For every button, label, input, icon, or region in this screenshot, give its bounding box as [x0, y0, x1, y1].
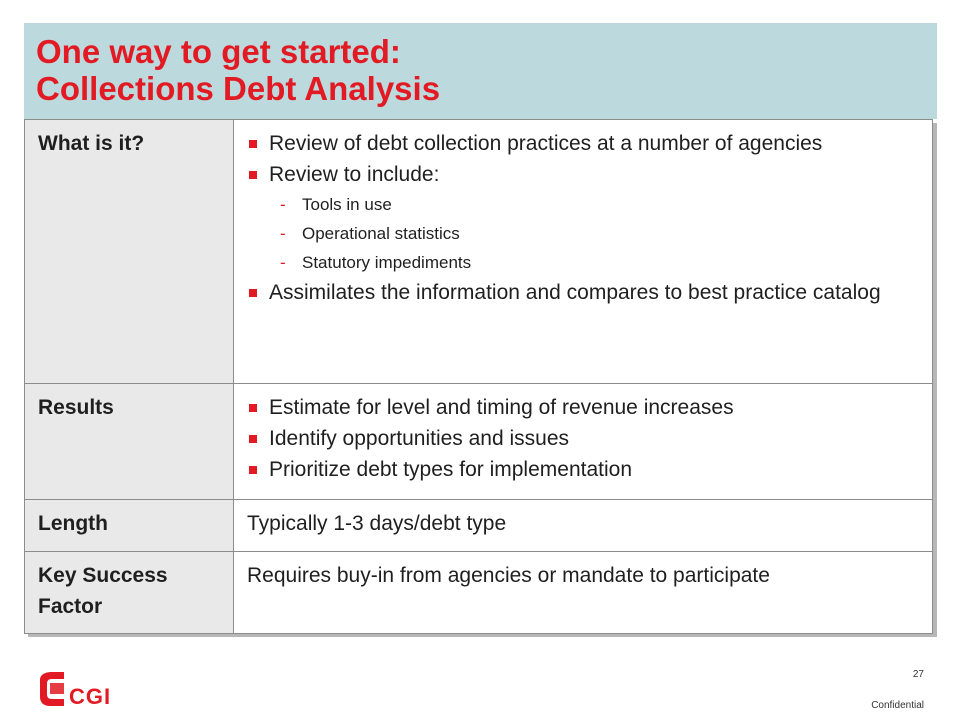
row-label: Key Success Factor: [25, 552, 234, 634]
dash-bullet-icon: -: [280, 224, 286, 243]
row-content: Typically 1-3 days/debt type: [234, 500, 933, 552]
page-number: 27: [912, 669, 924, 680]
square-bullet-icon: [249, 435, 257, 443]
dash-bullet-icon: -: [280, 253, 286, 272]
dash-bullet-icon: -: [280, 195, 286, 214]
logo-text: CGI: [69, 684, 112, 709]
bullet-item: [247, 392, 922, 423]
square-bullet-icon: [249, 289, 257, 297]
row-content: Requires buy-in from agencies or mandate to participate: [234, 552, 933, 634]
bullet-text: Identify opportunities and issues: [269, 427, 570, 450]
slide-title-line-2: Collections Debt Analysis: [36, 70, 441, 107]
square-bullet-icon: [249, 404, 257, 412]
row-label: Results: [25, 384, 234, 500]
row-content: [234, 120, 933, 384]
bullet-text: Estimate for level and timing of revenue increases: [269, 396, 734, 419]
square-bullet-icon: [249, 171, 257, 179]
table-row-what-is-it: [25, 120, 933, 384]
square-bullet-icon: [249, 140, 257, 148]
table-row-results: [25, 384, 933, 500]
bullet-text: Prioritize debt types for implementation: [269, 458, 632, 481]
sub-bullet-item: [247, 190, 922, 219]
info-table: [24, 119, 933, 634]
row-content: [234, 384, 933, 500]
table-row-length: [25, 500, 933, 552]
bullet-item: [247, 277, 922, 308]
sub-bullet-text: Tools in use: [302, 195, 392, 214]
bullet-text: Review of debt collection practices at a number of agencies: [269, 132, 823, 155]
table-row-key-success-factor: [25, 552, 933, 634]
bullet-text: Assimilates the information and compares to best practice catalog: [269, 281, 881, 304]
sub-bullet-item: [247, 219, 922, 248]
row-label: What is it?: [25, 120, 234, 384]
sub-bullet-text: Operational statistics: [302, 224, 460, 243]
sub-bullet-text: Statutory impediments: [302, 253, 472, 272]
slide-title: [36, 33, 440, 107]
bullet-text: Review to include:: [269, 163, 440, 186]
title-band: [24, 23, 937, 119]
bullet-item: [247, 128, 922, 159]
bullet-item: [247, 454, 922, 485]
slide-title-line-1: One way to get started:: [36, 33, 401, 70]
confidential-label: Confidential: [871, 700, 924, 711]
bullet-item: [247, 159, 922, 190]
row-label: Length: [25, 500, 234, 552]
square-bullet-icon: [249, 466, 257, 474]
sub-bullet-item: [247, 248, 922, 277]
bullet-item: [247, 423, 922, 454]
